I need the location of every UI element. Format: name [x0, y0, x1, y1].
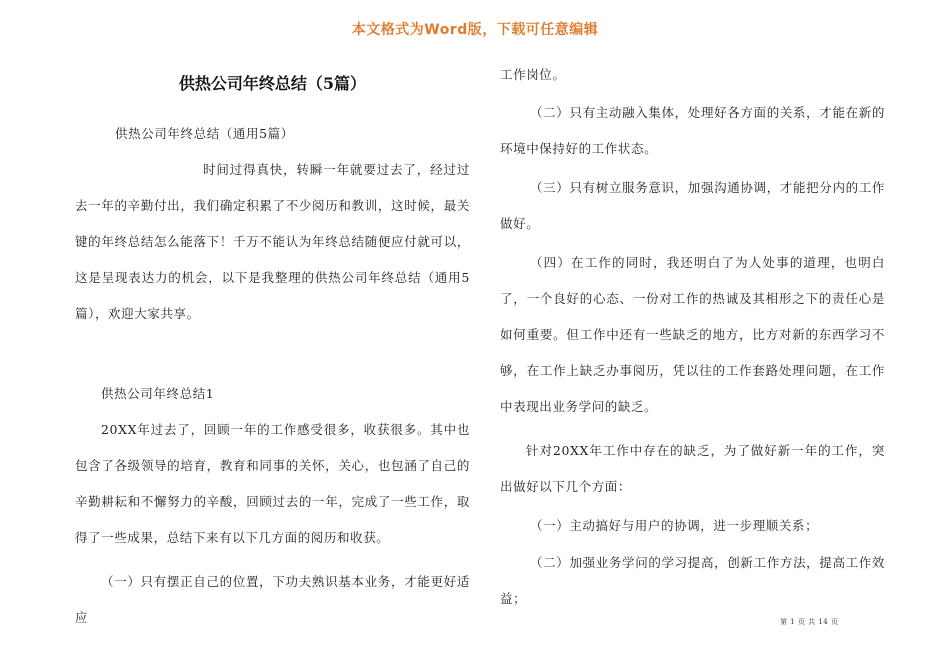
- item-four-paragraph: （四）在工作的同时，我还明白了为人处事的道理，也明白了，一个良好的心态、一份对工作的热诚及其相形之下的责任心是如何重要。但工作中还有一些缺乏的地方，比方对新的东西学习不够，在工作上缺乏办事阅历，凭以往的工作套路处理问题，在工作中表现出业务学问的缺乏。: [500, 255, 885, 414]
- continued-text: 工作岗位。: [500, 67, 566, 82]
- document-title: 供热公司年终总结（5篇）: [178, 74, 367, 93]
- body-paragraph-1: 20XX年过去了，回顾一年的工作感受很多，收获很多。其中也包含了各级领导的培育，教育和同事的关怀，关心，也包涵了自己的辛勤耕耘和不懈努力的辛酸，回顾过去的一年，完成了一些工作，取得了一些成果，总结下来有以下几方面的阅历和收获。: [75, 422, 470, 545]
- item-two-paragraph: （二）只有主动融入集体，处理好各方面的关系，才能在新的环境中保持好的工作状态。: [500, 105, 885, 156]
- word-format-banner: 本文格式为Word版，下载可任意编辑: [351, 22, 599, 38]
- body-paragraph-2: （一）只有摆正自己的位置，下功夫熟识基本业务，才能更好适应: [75, 574, 470, 625]
- page-number: 第 1 页 共 14 页: [780, 618, 839, 626]
- intro-paragraph: 时间过得真快，转瞬一年就要过去了，经过过去一年的辛勤付出，我们确定积累了不少阅历和教训，这时候，最关键的年终总结怎么能落下！千万不能认为年终总结随便应付就可以，这是呈现表达力的机会，以下是我整理的供热公司年终总结（通用5篇），欢迎大家共享。: [75, 162, 470, 321]
- plan-paragraph: 针对20XX年工作中存在的缺乏，为了做好新一年的工作，突出做好以下几个方面：: [500, 443, 885, 494]
- item-three-paragraph: （三）只有树立服务意识，加强沟通协调，才能把分内的工作做好。: [500, 180, 885, 231]
- document-subtitle: 供热公司年终总结（通用5篇）: [115, 126, 294, 141]
- section-heading: 供热公司年终总结1: [101, 386, 215, 401]
- plan-item-one: （一）主动搞好与用户的协调，进一步理顺关系；: [530, 518, 819, 533]
- plan-item-two: （二）加强业务学问的学习提高，创新工作方法，提高工作效益；: [500, 555, 885, 606]
